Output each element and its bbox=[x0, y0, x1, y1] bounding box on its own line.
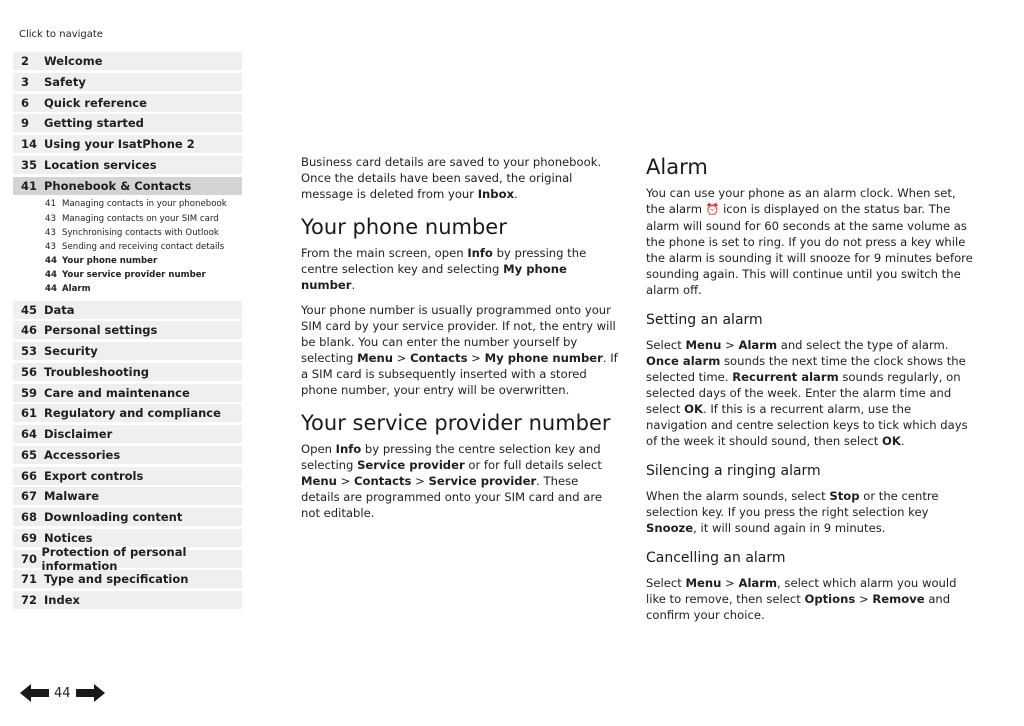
toc-page-number: 66 bbox=[21, 468, 38, 483]
toc-subitem-sending-and-receiving-contact-details[interactable] bbox=[13, 240, 242, 254]
text-run: by pressing the centre selection key and selecting bbox=[301, 246, 587, 276]
toc-item-safety[interactable] bbox=[13, 73, 242, 91]
ui-term: OK bbox=[684, 402, 703, 416]
text-run: From the main screen, open bbox=[301, 246, 468, 260]
toc-page-number: 46 bbox=[21, 323, 38, 338]
ui-term: Menu bbox=[685, 576, 722, 590]
toc-item-welcome[interactable] bbox=[13, 52, 242, 70]
toc-item-downloading-content[interactable] bbox=[13, 508, 242, 526]
toc-title: Protection of personal information bbox=[41, 544, 187, 573]
toc-title: Personal settings bbox=[44, 323, 158, 338]
text-run: or the centre selection key. If you press the right selection key bbox=[646, 489, 939, 519]
toc-page-number: 56 bbox=[21, 364, 38, 379]
toc-item-security[interactable] bbox=[13, 342, 242, 360]
toc-subitem-title: Sending and receiving contact details bbox=[62, 241, 225, 252]
toc-item-personal-settings[interactable] bbox=[13, 321, 242, 339]
text-run: > bbox=[336, 474, 355, 488]
toc-subitem-your-phone-number[interactable] bbox=[13, 254, 242, 268]
page-number: 44 bbox=[54, 685, 71, 701]
ui-term: Options bbox=[804, 592, 856, 606]
phone-number-paragraph-2 bbox=[301, 302, 619, 398]
ui-term: Inbox bbox=[477, 187, 515, 201]
previous-page-arrow-icon[interactable] bbox=[20, 684, 50, 702]
text-run: > bbox=[411, 474, 429, 488]
ui-term: Alarm bbox=[738, 338, 778, 352]
toc-subitem-page-number: 43 bbox=[45, 241, 56, 252]
alarm-heading: Alarm bbox=[646, 155, 708, 179]
cancelling-alarm-paragraph bbox=[646, 575, 976, 623]
toc-page-number: 9 bbox=[21, 116, 30, 131]
toc-page-number: 2 bbox=[21, 54, 30, 68]
ui-term: Recurrent alarm bbox=[732, 370, 839, 384]
silencing-alarm-paragraph bbox=[646, 488, 976, 536]
toc-item-getting-started[interactable] bbox=[13, 114, 242, 132]
ui-term: Menu bbox=[301, 474, 337, 488]
toc-subitem-title: Alarm bbox=[62, 284, 91, 295]
service-provider-paragraph bbox=[301, 441, 619, 521]
text-run: Select bbox=[646, 576, 686, 590]
toc-title: Getting started bbox=[44, 116, 144, 131]
toc-page-number: 6 bbox=[21, 95, 30, 110]
toc-title: Malware bbox=[44, 489, 100, 504]
toc-subitem-title: Managing contacts on your SIM card bbox=[62, 213, 219, 224]
alarm-intro-paragraph bbox=[646, 185, 976, 298]
toc-title: Data bbox=[44, 302, 75, 317]
text-run: Select bbox=[646, 338, 686, 352]
toc-item-location-services[interactable] bbox=[13, 156, 242, 174]
service-provider-heading: Your service provider number bbox=[301, 411, 611, 435]
toc-title: Security bbox=[44, 344, 98, 359]
toc-subitem-your-service-provider-number[interactable] bbox=[13, 268, 242, 282]
text-run: > bbox=[392, 351, 411, 365]
text-run: > bbox=[721, 338, 739, 352]
toc-item-protection-of-personal-information[interactable] bbox=[13, 544, 242, 573]
ui-term: My phone number bbox=[301, 262, 567, 292]
ui-term: Service provider bbox=[357, 458, 465, 472]
text-run: > bbox=[721, 576, 739, 590]
next-page-arrow-icon[interactable] bbox=[75, 684, 105, 702]
text-run: , select which alarm you would like to remove, then select bbox=[646, 576, 957, 606]
toc-page-number: 53 bbox=[21, 344, 38, 359]
toc-title: Disclaimer bbox=[44, 427, 113, 442]
text-run: . bbox=[351, 278, 356, 292]
toc-title: Troubleshooting bbox=[44, 364, 150, 379]
toc-subitem-page-number: 44 bbox=[45, 284, 57, 295]
text-run: . bbox=[514, 187, 518, 201]
toc-page-number: 14 bbox=[21, 137, 38, 151]
ui-term: Service provider bbox=[428, 474, 537, 488]
toc-page-number: 68 bbox=[21, 510, 38, 525]
ui-term: Menu bbox=[685, 338, 722, 352]
toc-subitem-title: Your phone number bbox=[62, 256, 158, 267]
text-run: sounds regularly, on selected days of the week. Enter the alarm time and select bbox=[646, 370, 961, 416]
ui-term: Menu bbox=[357, 351, 393, 365]
toc-item-data[interactable] bbox=[13, 301, 242, 319]
toc-page-number: 70 bbox=[21, 551, 38, 566]
text-run: When the alarm sounds, select bbox=[646, 489, 830, 503]
ui-term: Contacts bbox=[354, 474, 412, 488]
toc-page-number: 72 bbox=[21, 593, 38, 608]
cancelling-alarm-heading: Cancelling an alarm bbox=[646, 550, 786, 566]
toc-item-troubleshooting[interactable] bbox=[13, 363, 242, 381]
table-of-contents bbox=[13, 52, 242, 612]
text-run: Business card details are saved to your phonebook. Once the details have been saved, the original message is deleted from your bbox=[301, 155, 602, 201]
toc-item-using-your-isatphone-2[interactable] bbox=[13, 135, 242, 153]
business-card-paragraph bbox=[301, 154, 619, 202]
toc-page-number: 45 bbox=[21, 302, 38, 317]
your-phone-number-heading: Your phone number bbox=[301, 215, 507, 239]
toc-title: Accessories bbox=[44, 447, 121, 462]
toc-page-number: 69 bbox=[21, 530, 38, 545]
toc-item-malware[interactable] bbox=[13, 487, 242, 505]
toc-title: Using your IsatPhone 2 bbox=[44, 137, 195, 151]
content-column-right bbox=[646, 154, 976, 632]
text-run: Your phone number is usually programmed onto your SIM card by your service provider. If not, the entry will be blank. You can enter the number yourself by selecting bbox=[301, 303, 616, 365]
content-column-left bbox=[301, 154, 619, 530]
toc-page-number: 65 bbox=[21, 447, 38, 462]
toc-item-type-and-specification[interactable] bbox=[13, 570, 242, 588]
text-run: , it will sound again in 9 minutes. bbox=[693, 521, 886, 535]
toc-title: Care and maintenance bbox=[44, 385, 190, 400]
text-run: . If a SIM card is subsequently inserted with a stored phone number, your entry will be overwritten. bbox=[301, 351, 618, 397]
toc-item-care-and-maintenance[interactable] bbox=[13, 384, 242, 402]
text-run: or for full details select bbox=[464, 458, 602, 472]
toc-title: Welcome bbox=[44, 54, 103, 68]
toc-title: Type and specification bbox=[44, 572, 189, 587]
toc-item-export-controls[interactable] bbox=[13, 467, 242, 485]
text-run: and select the type of alarm. bbox=[777, 338, 949, 352]
text-run: . These details are programmed onto your SIM card and are not editable. bbox=[301, 474, 603, 520]
ui-term: Remove bbox=[872, 592, 925, 606]
setting-alarm-heading: Setting an alarm bbox=[646, 312, 763, 328]
setting-alarm-paragraph bbox=[646, 337, 976, 449]
toc-item-disclaimer[interactable] bbox=[13, 425, 242, 443]
toc-page-number: 35 bbox=[21, 157, 38, 172]
toc-subitem-managing-contacts-on-your-sim-card[interactable] bbox=[13, 211, 242, 225]
ui-term: My phone number bbox=[484, 351, 603, 365]
toc-title: Regulatory and compliance bbox=[44, 406, 221, 421]
toc-page-number: 67 bbox=[21, 489, 38, 504]
toc-page-number: 61 bbox=[21, 406, 38, 421]
text-run: > bbox=[855, 592, 873, 606]
toc-subitem-title: Your service provider number bbox=[62, 270, 206, 281]
text-run: Open bbox=[301, 442, 336, 456]
toc-subsection-list bbox=[13, 197, 242, 296]
text-run: sounds the next time the clock shows the selected time. bbox=[646, 354, 966, 384]
ui-term: Info bbox=[467, 246, 493, 260]
toc-item-quick-reference[interactable] bbox=[13, 94, 242, 112]
text-run: > bbox=[467, 351, 485, 365]
text-run: and confirm your choice. bbox=[646, 592, 951, 622]
toc-title: Downloading content bbox=[44, 510, 183, 525]
toc-item-index[interactable] bbox=[13, 591, 242, 609]
ui-term: Once alarm bbox=[646, 354, 721, 368]
silencing-alarm-heading: Silencing a ringing alarm bbox=[646, 463, 821, 479]
toc-page-number: 41 bbox=[21, 178, 38, 193]
toc-subitem-page-number: 43 bbox=[45, 227, 56, 238]
ui-term: Info bbox=[335, 442, 362, 456]
toc-title: Phonebook & Contacts bbox=[44, 178, 192, 193]
toc-title: Export controls bbox=[44, 468, 144, 483]
phone-number-paragraph-1 bbox=[301, 245, 619, 293]
toc-subitem-page-number: 43 bbox=[45, 213, 56, 224]
toc-subitem-page-number: 44 bbox=[45, 270, 57, 281]
toc-title: Quick reference bbox=[44, 95, 147, 110]
toc-subitem-title: Managing contacts in your phonebook bbox=[62, 199, 227, 210]
ui-term: Contacts bbox=[410, 351, 468, 365]
toc-title: Location services bbox=[44, 157, 157, 172]
page-navigator bbox=[20, 682, 105, 704]
toc-subitem-synchronising-contacts-with-outlook[interactable] bbox=[13, 226, 242, 240]
toc-title: Index bbox=[44, 593, 80, 608]
toc-item-phonebook-and-contacts[interactable] bbox=[13, 177, 242, 195]
toc-subitem-managing-contacts-in-your-phonebook[interactable] bbox=[13, 197, 242, 211]
toc-item-accessories[interactable] bbox=[13, 446, 242, 464]
text-run: . If this is a recurrent alarm, use the navigation and centre selection keys to tick which days of the week it should sound, then select bbox=[646, 402, 968, 448]
toc-title: Safety bbox=[44, 74, 86, 89]
toc-page-number: 59 bbox=[21, 385, 38, 400]
ui-term: Alarm bbox=[738, 576, 778, 590]
toc-page-number: 64 bbox=[21, 427, 38, 442]
toc-subitem-page-number: 44 bbox=[45, 256, 57, 267]
toc-subitem-page-number: 41 bbox=[45, 199, 56, 210]
toc-subitem-title: Synchronising contacts with Outlook bbox=[62, 227, 219, 238]
text-run: by pressing the centre selection key and selecting bbox=[301, 442, 601, 472]
toc-page-number: 3 bbox=[21, 74, 30, 89]
ui-term: Stop bbox=[829, 489, 860, 503]
text-run: . bbox=[900, 434, 905, 448]
text-run: icon is displayed on the status bar. The alarm will sound for 60 seconds at the same volume as the phone is set to ring. If you do not press a key while the alarm is sounding it will snooze for 9 minutes before sounding again. This will continue until you switch the alarm off. bbox=[646, 202, 973, 297]
toc-title: Notices bbox=[44, 530, 93, 545]
navigation-hint: Click to navigate bbox=[19, 29, 103, 40]
text-run: You can use your phone as an alarm clock. When set, the alarm bbox=[646, 186, 956, 216]
toc-page-number: 71 bbox=[21, 572, 38, 587]
ui-term: OK bbox=[882, 434, 901, 448]
alarm-clock-icon: ⏰ bbox=[705, 203, 720, 216]
toc-item-regulatory-and-compliance[interactable] bbox=[13, 404, 242, 422]
toc-subitem-alarm[interactable] bbox=[13, 282, 242, 296]
ui-term: Snooze bbox=[646, 521, 694, 535]
